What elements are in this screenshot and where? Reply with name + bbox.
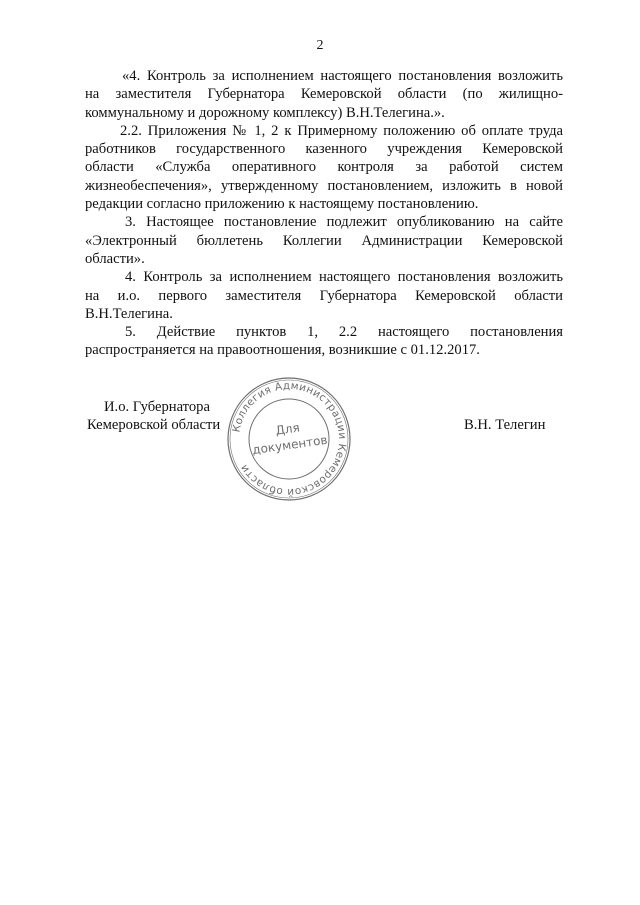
seal-ring-text: Коллегия Администрации Кемеровской области	[230, 379, 349, 499]
paragraph-4-line-2: на и.о. первого заместителя Губернатора Кемеровской области	[85, 287, 563, 304]
paragraph-5-line-2: распространяется на правоотношения, возникшие с 01.12.2017.	[85, 342, 480, 359]
signatory-name: В.Н. Телегин	[464, 417, 546, 433]
signatory-title-line-1: И.о. Губернатора	[104, 399, 210, 415]
seal-graphic	[221, 377, 357, 501]
paragraph-2-line-1: 2.2. Приложения № 1, 2 к Примерному положению об оплате труда	[120, 122, 563, 139]
page-number: 2	[316, 38, 324, 53]
paragraph-3-line-3: области».	[85, 250, 145, 267]
paragraph-2-line-5: редакции согласно приложению к настоящему постановлению.	[85, 196, 479, 213]
signatory-title-line-2: Кемеровской области	[87, 417, 221, 433]
seal-center-line-2: документов	[251, 432, 329, 458]
paragraph-4-line-1: 4. Контроль за исполнением настоящего постановления возложить	[125, 269, 563, 286]
paragraph-5-line-1: 5. Действие пунктов 1, 2.2 настоящего постановления	[125, 324, 563, 341]
paragraph-3-line-1: 3. Настоящее постановление подлежит опубликованию на сайте	[125, 214, 563, 231]
paragraph-1-line-2: на заместителя Губернатора Кемеровской области (по жилищно-	[85, 86, 563, 103]
paragraph-4-line-3: В.Н.Телегина.	[85, 305, 173, 322]
official-seal-stamp	[221, 377, 357, 501]
paragraph-1-line-3: коммунальному и дорожному комплексу) В.Н.Телегина.».	[85, 104, 445, 121]
paragraph-1-line-1: «4. Контроль за исполнением настоящего постановления возложить	[122, 68, 563, 84]
paragraph-2-line-2: работников государственного казенного учреждения Кемеровской	[85, 141, 563, 158]
seal-center-line-1: Для	[274, 420, 301, 438]
paragraph-3-line-2: «Электронный бюллетень Коллегии Администрации Кемеровской	[85, 232, 563, 249]
paragraph-2-line-4: жизнеобеспечения», утвержденному постановлением, изложить в новой	[85, 177, 563, 194]
document-body	[85, 67, 563, 360]
paragraph-2-line-3: области «Служба оперативного контроля за работой систем	[85, 159, 563, 176]
